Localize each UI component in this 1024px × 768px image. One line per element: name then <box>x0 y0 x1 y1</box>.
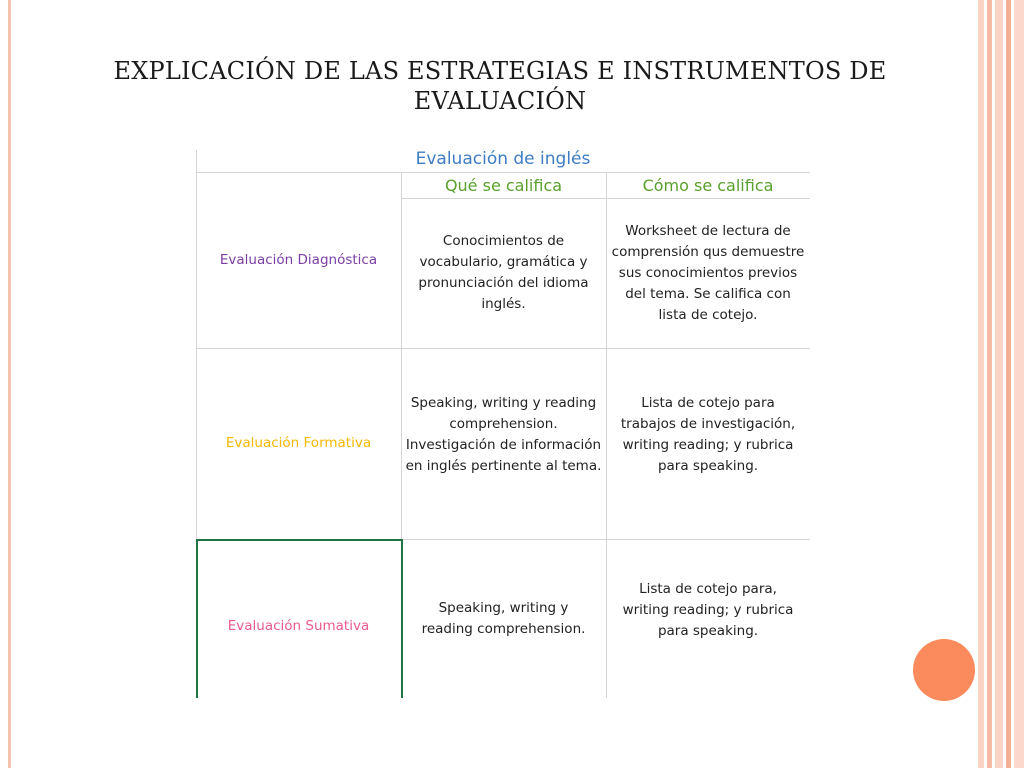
row-label-formativa: Evaluación Formativa <box>225 435 372 451</box>
table-title: Evaluación de inglés <box>415 148 591 169</box>
slide-title-line1: EXPLICACIÓN DE LAS ESTRATEGIAS E INSTRUMENTOS DE <box>113 57 887 85</box>
cell-formativa-what: Speaking, writing y reading comprehension. Investigación de información en inglés pertinente al tema. <box>405 395 602 474</box>
header-what: Qué se califica <box>444 175 563 195</box>
cell-diagnostica-how: Worksheet de lectura de comprensión qus demuestre sus conocimientos previos del tema. Se califica con lista de cotejo. <box>611 222 805 323</box>
right-stripe-1 <box>978 0 984 768</box>
cell-formativa-how: Lista de cotejo para trabajos de investigación, writing reading; y rubrica para speaking. <box>620 395 796 474</box>
slide-title-line2: EVALUACIÓN <box>413 87 587 115</box>
slide-title <box>100 56 900 116</box>
right-stripe-4 <box>1006 0 1011 768</box>
row-label-diagnostica: Evaluación Diagnóstica <box>219 251 378 268</box>
evaluation-table <box>196 146 810 698</box>
right-stripe-2 <box>987 0 992 768</box>
cell-diagnostica-what: Conocimientos de vocabulario, gramática y pronunciación del idioma inglés. <box>418 233 589 312</box>
cell-sumativa-how: Lista de cotejo para, writing reading; y rubrica para speaking. <box>622 580 794 639</box>
right-stripe-3 <box>995 0 1003 768</box>
left-accent-bar <box>8 0 11 768</box>
right-stripe-5 <box>1014 0 1024 768</box>
header-how: Cómo se califica <box>642 175 774 195</box>
row-label-sumativa: Evaluación Sumativa <box>227 617 370 634</box>
cell-sumativa-what: Speaking, writing y reading comprehension. <box>421 599 586 637</box>
orange-circle-decoration <box>913 639 975 701</box>
